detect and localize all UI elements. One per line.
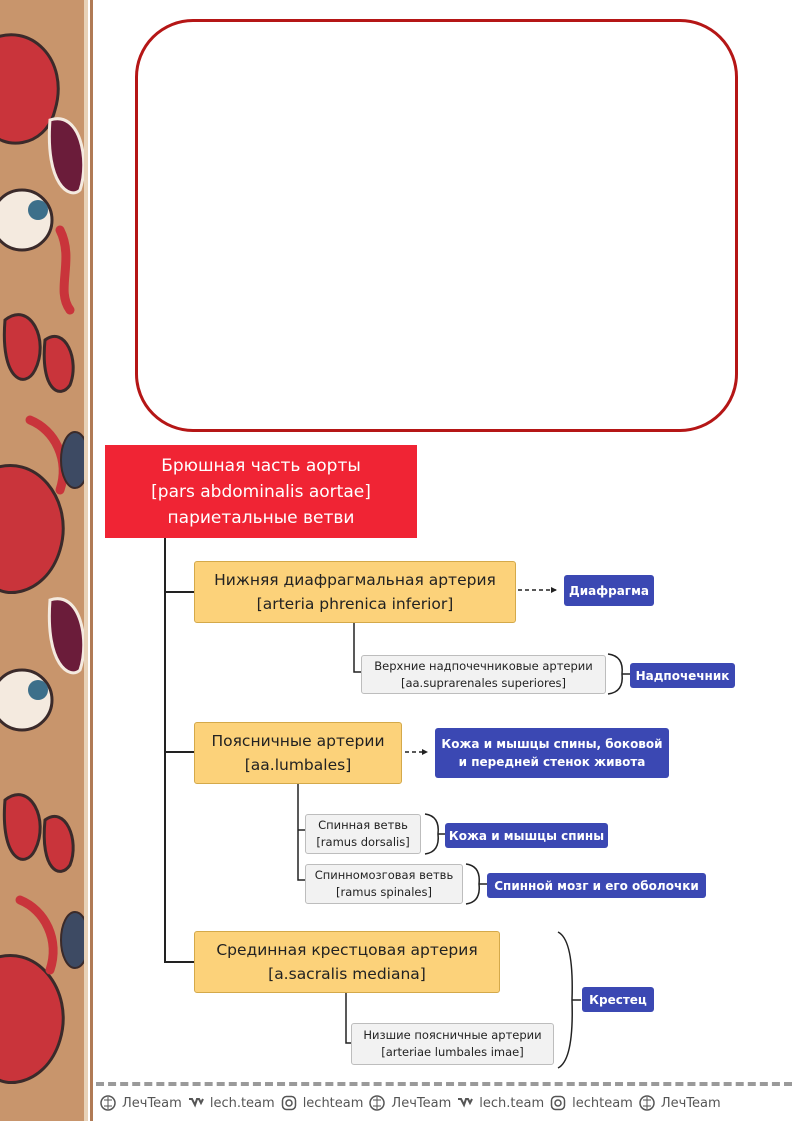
instagram-icon (281, 1095, 297, 1111)
vk-icon (457, 1095, 473, 1111)
instagram-handle[interactable]: lechteam (302, 1095, 364, 1111)
diagram-title (105, 445, 417, 538)
suprarenal-name: Верхние надпочечниковые артерии (374, 658, 593, 673)
target-skin-muscles-abdomen: Кожа и мышцы спины, боковой и передней стенок живота (435, 728, 669, 778)
sacral-name: Срединная крестцовая артерия (216, 941, 478, 959)
suprarenal-latin: [aa.suprarenales superiores] (400, 675, 567, 690)
sacral-latin: [a.sacralis mediana] (268, 965, 426, 983)
spinal-name: Спинномозговая ветвь (314, 868, 454, 882)
vk-handle[interactable]: lech.team (209, 1095, 275, 1111)
suprarenal-brace (608, 654, 622, 694)
target-back-skin: Кожа и мышцы спины (445, 823, 608, 848)
dorsal-latin: [ramus dorsalis] (316, 835, 410, 849)
footer-divider (96, 1082, 792, 1086)
sacral-brace (558, 932, 572, 1068)
trunk-line (165, 538, 195, 962)
title-line-2: [pars abdominalis aortae] (151, 481, 371, 502)
vk-handle[interactable]: lech.team (479, 1095, 545, 1111)
lumbar-latin: [aa.lumbales] (244, 756, 352, 774)
target-spinal-cord: Спинной мозг и его оболочки (487, 873, 706, 898)
instagram-handle[interactable]: lechteam (572, 1095, 633, 1111)
brain-icon (369, 1095, 385, 1111)
imae-name: Низшие поясничные артерии (363, 1028, 542, 1042)
title-line-3: париетальные ветви (167, 507, 355, 528)
title-line-1: Брюшная часть аорты (161, 455, 361, 476)
spinal-latin: [ramus spinales] (336, 885, 432, 899)
brain-icon (100, 1095, 116, 1111)
artery-sacral-box (194, 931, 500, 993)
target-sacrum: Крестец (582, 987, 654, 1012)
phrenic-latin: [arteria phrenica inferior] (256, 595, 454, 613)
branch-suprarenal-box (361, 655, 606, 694)
vk-icon (188, 1095, 204, 1111)
instagram-icon (550, 1095, 566, 1111)
brand-name: ЛечTeam (660, 1095, 721, 1111)
branch-dorsal-box (305, 814, 421, 854)
spinal-brace (466, 864, 479, 904)
imae-latin: [arteriae lumbales imae] (381, 1045, 524, 1059)
dorsal-brace (425, 814, 438, 854)
target-adrenal: Надпочечник (630, 663, 735, 688)
artery-lumbar-box (194, 722, 402, 784)
brand-name: ЛечTeam (391, 1095, 452, 1111)
lumbar-name: Поясничные артерии (211, 732, 385, 750)
target-diaphragm: Диафрагма (564, 575, 654, 606)
phrenic-name: Нижняя диафрагмальная артерия (214, 571, 496, 589)
brand-name: ЛечTeam (122, 1095, 182, 1111)
brain-icon (639, 1095, 655, 1111)
branch-spinal-box (305, 864, 463, 904)
artery-phrenic-box (194, 561, 516, 623)
footer-branding (100, 1092, 792, 1114)
branch-imae-box (351, 1023, 554, 1065)
dorsal-name: Спинная ветвь (318, 818, 408, 832)
